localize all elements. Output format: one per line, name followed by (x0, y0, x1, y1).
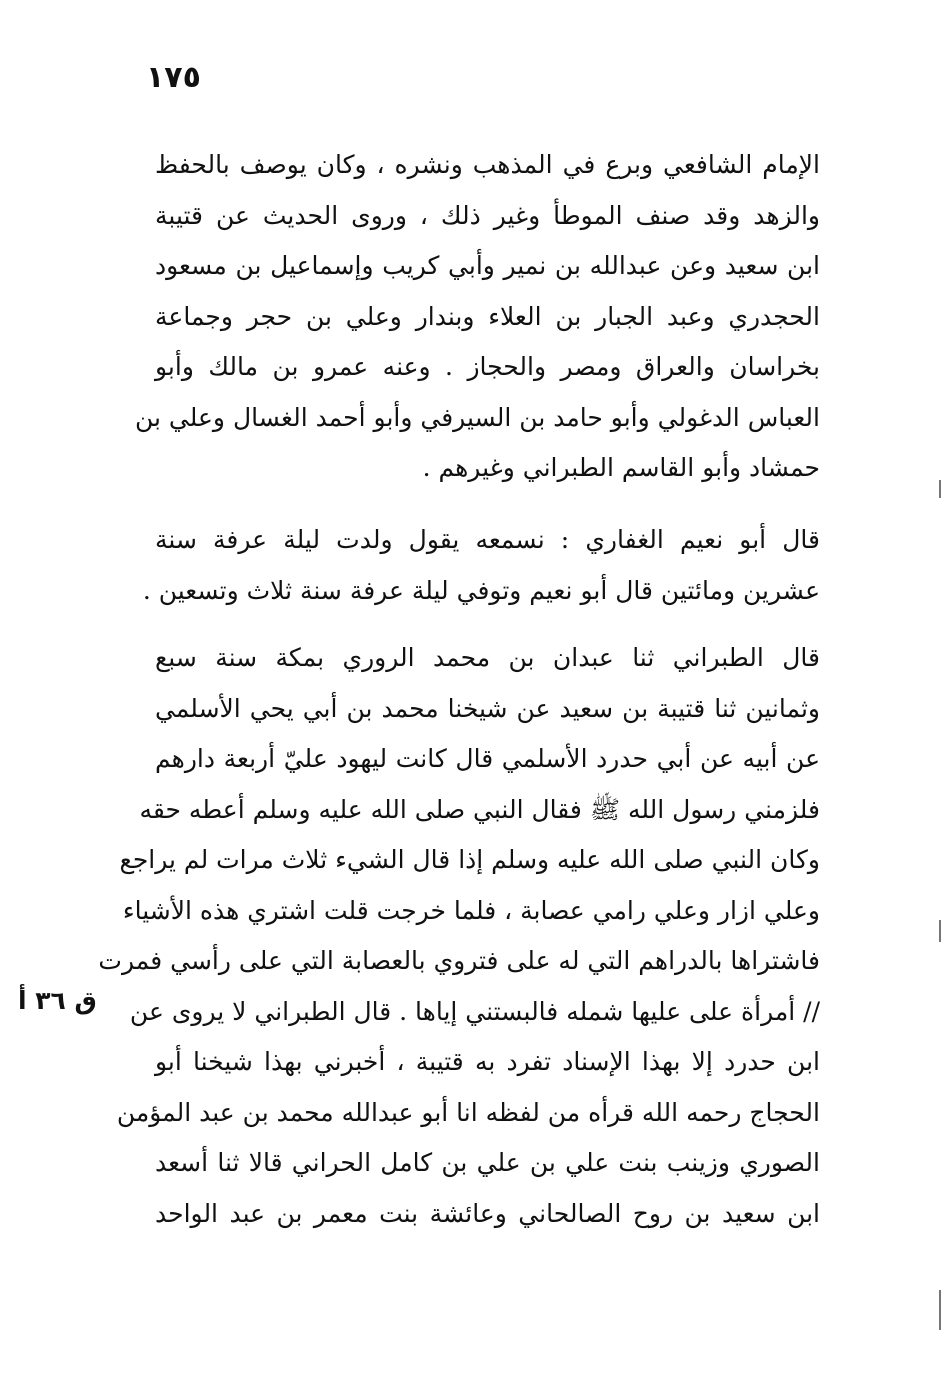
text-line: العباس الدغولي وأبو حامد بن السيرفي وأبو أحمد الغسال وعلي بن (134, 402, 820, 432)
text-line: قال أبو نعيم الغفاري : نسمعه يقول ولدت ليلة عرفة سنة (155, 525, 820, 554)
text-line: الإمام الشافعي وبرع في المذهب ونشره ، وكان يوصف بالحفظ (155, 150, 820, 179)
text-line: وعلي ازار وعلي رامي عصابة ، فلما خرجت قلت اشتري هذه الأشياء (122, 895, 820, 925)
text-line: الصوري وزينب بنت علي بن علي بن كامل الحراني قالا ثنا أسعد (155, 1148, 820, 1177)
text-line: وثمانين ثنا قتيبة بن سعيد عن شيخنا محمد بن أبي يحي الأسلمي (155, 693, 820, 723)
text-line: والزهد وقد صنف الموطأ وغير ذلك ، وروى الحديث عن قتيبة (155, 200, 820, 230)
manuscript-folio-note: ق ٣٦ أ (18, 986, 97, 1015)
scan-edge-mark (939, 920, 941, 942)
text-line: حمشاد وأبو القاسم الطبراني وغيرهم . (422, 453, 820, 482)
text-line: عشرين ومائتين قال أبو نعيم وتوفي ليلة عرفة سنة ثلاث وتسعين . (142, 575, 820, 605)
text-line: بخراسان والعراق ومصر والحجاز . وعنه عمرو بن مالك وأبو (155, 352, 820, 381)
text-line: // أمرأة على عليها شمله فالبستني إياها . قال الطبراني لا يروى عن (129, 996, 820, 1026)
text-line: الحجدري وعبد الجبار بن العلاء وبندار وعلي بن حجر وجماعة (155, 301, 820, 331)
text-line: قال الطبراني ثنا عبدان بن محمد الروري بمكة سنة سبع (155, 643, 820, 672)
scan-edge-mark (939, 480, 941, 498)
text-line: فلزمني رسول الله ﷺ فقال النبي صلى الله عليه وسلم أعطه حقه (139, 794, 820, 824)
text-line: ابن سعيد وعن عبدالله بن نمير وأبي كريب وإسماعيل بن مسعود (155, 251, 820, 280)
text-line: ابن حدرد إلا بهذا الإسناد تفرد به قتيبة ، أخبرني بهذا شيخنا أبو (155, 1047, 820, 1076)
paragraph-hadith (98, 633, 820, 1239)
page-number: ١٧٥ (146, 60, 201, 95)
paragraph-birth-death (142, 515, 820, 616)
text-line: عن أبيه عن أبي حدرد الأسلمي قال كانت ليهود عليّ أربعة دارهم (155, 744, 820, 773)
text-line: فاشتراها بالدراهم التي له على فتروي بالعصابة التي على رأسي فمرت (98, 946, 820, 975)
text-line: الحجاج رحمه الله قرأه من لفظه انا أبو عبدالله محمد بن عبد المؤمن (116, 1097, 820, 1127)
paragraph-biography (134, 140, 820, 494)
scan-edge-mark (939, 1290, 941, 1330)
text-line: ابن سعيد بن روح الصالحاني وعائشة بنت معمر بن عبد الواحد (155, 1198, 820, 1228)
text-line: وكان النبي صلى الله عليه وسلم إذا قال الشيء ثلاث مرات لم يراجع (119, 845, 820, 874)
